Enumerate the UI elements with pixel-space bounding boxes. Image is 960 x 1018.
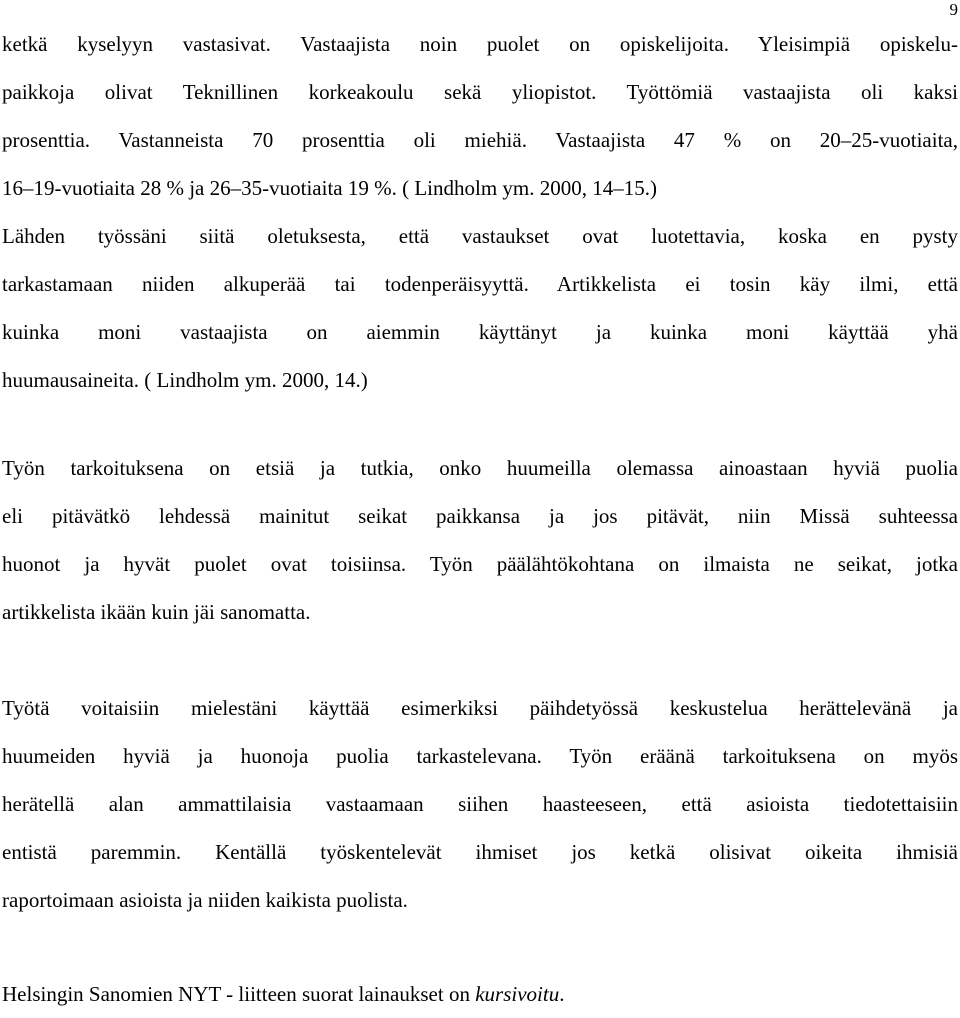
- text-line: kuinka moni vastaajista on aiemmin käyttänyt ja kuinka moni käyttää yhä: [2, 320, 958, 344]
- text-line: huonot ja hyvät puolet ovat toisiinsa. Työn päälähtökohtana on ilmaista ne seikat, jotka: [2, 552, 958, 576]
- text-line: raportoimaan asioista ja niiden kaikista puolista.: [2, 888, 408, 912]
- text-line: huumeiden hyviä ja huonoja puolia tarkastelevana. Työn eräänä tarkoituksena on myös: [2, 744, 958, 768]
- paragraph-respondents: [2, 20, 958, 404]
- text-line: Työtä voitaisiin mielestäni käyttää esimerkiksi päihdetyössä keskustelua herättelevänä ja: [2, 696, 958, 720]
- text-line: Työn tarkoituksena on etsiä ja tutkia, onko huumeilla olemassa ainoastaan hyviä puolia: [2, 456, 958, 480]
- text-line: entistä paremmin. Kentällä työskentelevät ihmiset jos ketkä olisivat oikeita ihmisiä: [2, 840, 958, 864]
- paragraph-purpose: [2, 444, 958, 636]
- text-line: huumausaineita. ( Lindholm ym. 2000, 14.): [2, 368, 368, 392]
- text-line: herätellä alan ammattilaisia vastaamaan siihen haasteeseen, että asioista tiedotettaisiin: [2, 792, 958, 816]
- text-line: eli pitävätkö lehdessä mainitut seikat paikkansa ja jos pitävät, niin Missä suhteessa: [2, 504, 958, 528]
- text-line: paikkoja olivat Teknillinen korkeakoulu sekä yliopistot. Työttömiä vastaajista oli kaksi: [2, 80, 958, 104]
- text-line: ketkä kyselyyn vastasivat. Vastaajista noin puolet on opiskelijoita. Yleisimpiä opiskelu-: [2, 32, 958, 56]
- paragraph-usage: [2, 684, 958, 924]
- italic-word: kursivoitu: [475, 982, 560, 1006]
- text-line: artikkelista ikään kuin jäi sanomatta.: [2, 600, 311, 624]
- paragraph-note: [2, 970, 958, 1018]
- text-line: Lähden työssäni siitä oletuksesta, että vastaukset ovat luotettavia, koska en pysty: [2, 224, 958, 248]
- page-number: 9: [949, 0, 958, 19]
- note-end: .: [559, 982, 565, 1006]
- text-line: prosenttia. Vastanneista 70 prosenttia oli miehiä. Vastaajista 47 % on 20–25-vuotiaita,: [2, 128, 958, 152]
- text-line: tarkastamaan niiden alkuperää tai todenperäisyyttä. Artikkelista ei tosin käy ilmi, että: [2, 272, 958, 296]
- note-text: Helsingin Sanomien NYT - liitteen suorat lainaukset on: [2, 982, 476, 1006]
- text-line: 16–19-vuotiaita 28 % ja 26–35-vuotiaita 19 %. ( Lindholm ym. 2000, 14–15.): [2, 176, 657, 200]
- text-line: [2, 970, 958, 1018]
